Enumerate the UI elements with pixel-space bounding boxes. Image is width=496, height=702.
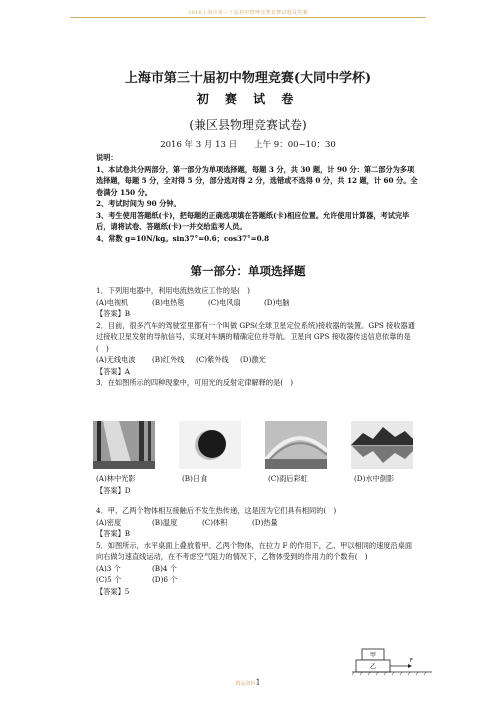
page-footer [0,678,496,687]
figure-caption: (D)水中倒影 [354,474,395,483]
water-reflection-photo [351,421,413,469]
option: (D)激光 [240,355,266,364]
figure-caption: (B)日食 [182,474,208,483]
answer: 【答案】B [96,529,131,538]
figure-caption: (A)林中光影 [96,474,136,483]
question-stem: 5．如图所示，水平桌面上叠放着甲、乙两个物体，在拉力 F 的作用下，乙、甲以相同的速度沿桌面向右做匀速直线运动，在不考虑空气阻力的情况下，乙物体受到的作用力的个数有( ) [96,540,413,561]
option: (D)6 个 [152,575,178,584]
option: (A)无线电波 [96,355,136,364]
exam-subtitle-secondary: (兼区县物理竞赛试卷) [189,118,307,132]
header-rule [70,17,426,18]
forest-light-photo [93,421,155,469]
answer: 【答案】A [96,366,130,376]
question-options [96,574,418,586]
question-stem: 3．在如图所示的四种现象中，可用光的反射定律解释的是( ) [96,378,294,387]
question-options [96,354,418,366]
option: (A)密度 [96,517,122,527]
instructions [96,152,418,244]
question-options [96,297,418,309]
instruction-item: 3、考生使用答题纸(卡)，把每题的正确选项填在答题纸(卡)相应位置。允许使用计算器，考试完毕后，请将试卷、答题纸(卡)一并交给监考人员。 [96,210,410,231]
force-arrowhead [408,664,412,668]
page-number: 1 [255,678,261,687]
exam-dateline: 2016 年 3 月 13 日 上午 9：00~10：30 [160,140,336,150]
answer: 【答案】D [96,486,131,495]
section-title: 第一部分：单项选择题 [190,264,306,278]
exam-subtitle: 初 赛 试 卷 [196,92,300,106]
option: (C)电风扇 [208,297,241,307]
option: (C)体积 [202,517,228,527]
questions-1-3 [96,285,418,389]
instruction-item: 4、常数 g=10N/kg。sin37°=0.6；cos37°=0.8 [96,233,270,243]
question-stem: 4．甲、乙两个物体相互接触后不发生热传递，这是因为它们具有相同的( ) [96,506,337,515]
question-options [96,517,418,529]
question-options [96,563,418,575]
block-bottom-label: 乙 [369,663,377,671]
option: (A)电视机 [96,297,129,307]
option: (B)电热毯 [152,297,185,307]
figure-caption: (C)雨后彩虹 [268,474,308,483]
question-stem: 2．目前，很多汽车的驾驶室里都有一个叫做 GPS(全球卫星定位系统)接收器的装置。GPS 接收器通过接收卫星发射的导航信号，实现对车辆的精确定位并导航。卫星向 GPS 接收器传送信息依靠的是( ) [96,320,415,353]
table-hatching [352,672,426,675]
rainbow-photo [265,421,327,469]
question-stem: 1．下列用电器中，利用电流热效应工作的是( ) [96,286,250,295]
option: (B)温度 [152,517,178,527]
answer: 【答案】B [96,309,131,318]
force-label: F [410,658,413,664]
footer-text: 精品资料 [235,681,256,687]
option: (C)5 个 [96,575,122,584]
option: (A)3 个 [96,563,121,573]
solar-eclipse-photo [179,421,241,469]
option: (B)4 个 [152,563,177,573]
header-note: 2016上海市第三十届初中物理竞赛复赛试题及答案 [188,10,308,16]
instructions-heading: 说明： [96,153,118,162]
option: (D)热量 [252,517,278,527]
option: (D)电脑 [264,297,290,307]
instruction-item: 1、本试卷共分两部分，第一部分为单项选择题，每题 3 分，共 30 题，计 90 分：第二部分为多项选择题，每题 5 分，全对得 5 分，部分选对得 2 分，选错或不选得 0 分，共 12 题，计 60 分。全卷满分 150 分。 [96,164,418,197]
block-top-label: 甲 [369,652,377,659]
option: (B)红外线 [152,355,185,364]
instruction-item: 2、考试时间为 90 分钟。 [96,199,181,208]
questions-4-5 [96,505,418,597]
stacked-blocks-diagram [352,647,432,677]
figure-row [93,421,413,469]
option: (C)紫外线 [196,355,229,364]
answer: 【答案】5 [96,586,130,596]
exam-title: 上海市第三十届初中物理竞赛(大同中学杯) [124,71,372,86]
